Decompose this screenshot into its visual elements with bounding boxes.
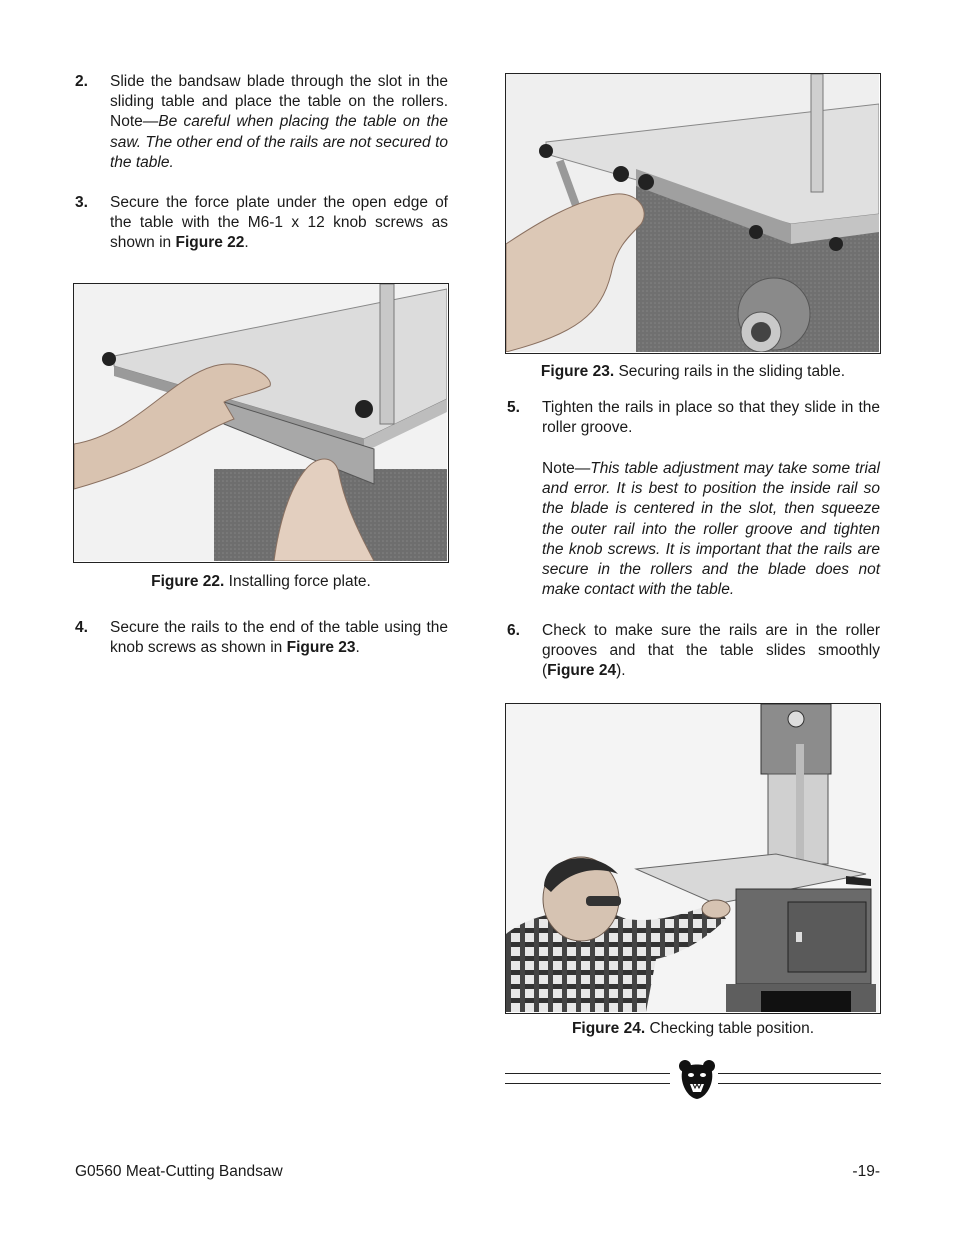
figure-label: Figure 23. — [540, 363, 615, 380]
step-5-note — [542, 459, 880, 600]
footer-manual-title: G0560 Meat-Cutting Bandsaw — [75, 1163, 283, 1180]
step-number: 6. — [507, 622, 520, 639]
step-text: Tighten the rails in place so that they slide in the roller groove. — [542, 399, 880, 437]
divider-line — [505, 1073, 670, 1074]
divider-line — [718, 1073, 881, 1074]
note-italic: This table adjustment may take some trial and error. It is best to position the inside rail so the blade is centered in the slot, then squeeze the outer rail into the roller groove and tighten the knob screws. It is important that the rails are secure in the rollers and the blade does not make contact with the table. — [542, 460, 880, 599]
installing-force-plate-illustration — [74, 284, 447, 561]
divider-line — [718, 1083, 881, 1084]
step-text: Secure the force plate under the open edge of the table with the M6-1 x 12 knob screws as shown in — [110, 194, 448, 252]
step-text: Slide the bandsaw blade through the slot in the sliding table and place the table on the rollers. Note— — [110, 73, 448, 131]
figure-label: Figure 24. — [571, 1020, 646, 1037]
step-number: 4. — [75, 619, 88, 636]
step-text: Check to make sure the rails are in the roller grooves and that the table slides smoothly ( — [542, 622, 880, 680]
step-text: Secure the rails to the end of the table using the knob screws as shown in — [110, 619, 448, 657]
step-number: 2. — [75, 73, 88, 90]
securing-rails-illustration — [506, 74, 879, 352]
figure-reference: Figure 24 — [547, 662, 617, 680]
figure-22-photo — [73, 283, 449, 563]
step-number: 5. — [507, 399, 520, 416]
figure-24-photo — [505, 703, 881, 1014]
figure-23-photo — [505, 73, 881, 354]
step-note-italic: Be careful when placing the table on the saw. The other end of the rails are not secured to the table. — [110, 113, 448, 171]
step-number: 3. — [75, 194, 88, 211]
divider-line — [505, 1083, 670, 1084]
figure-24-caption: Figure 24. Checking table position. — [571, 1020, 815, 1037]
checking-table-position-illustration — [506, 704, 879, 1012]
figure-label: Figure 22. — [151, 573, 225, 590]
figure-23-caption: Figure 23. Securing rails in the sliding table. — [540, 363, 846, 380]
figure-reference: Figure 22 — [175, 234, 245, 252]
figure-reference: Figure 23 — [286, 639, 356, 657]
bear-head-logo-icon — [678, 1058, 716, 1100]
footer-page-number: -19- — [852, 1163, 880, 1180]
note-prefix: Note— — [542, 460, 591, 477]
figure-22-caption: Figure 22. Installing force plate. — [151, 573, 371, 590]
